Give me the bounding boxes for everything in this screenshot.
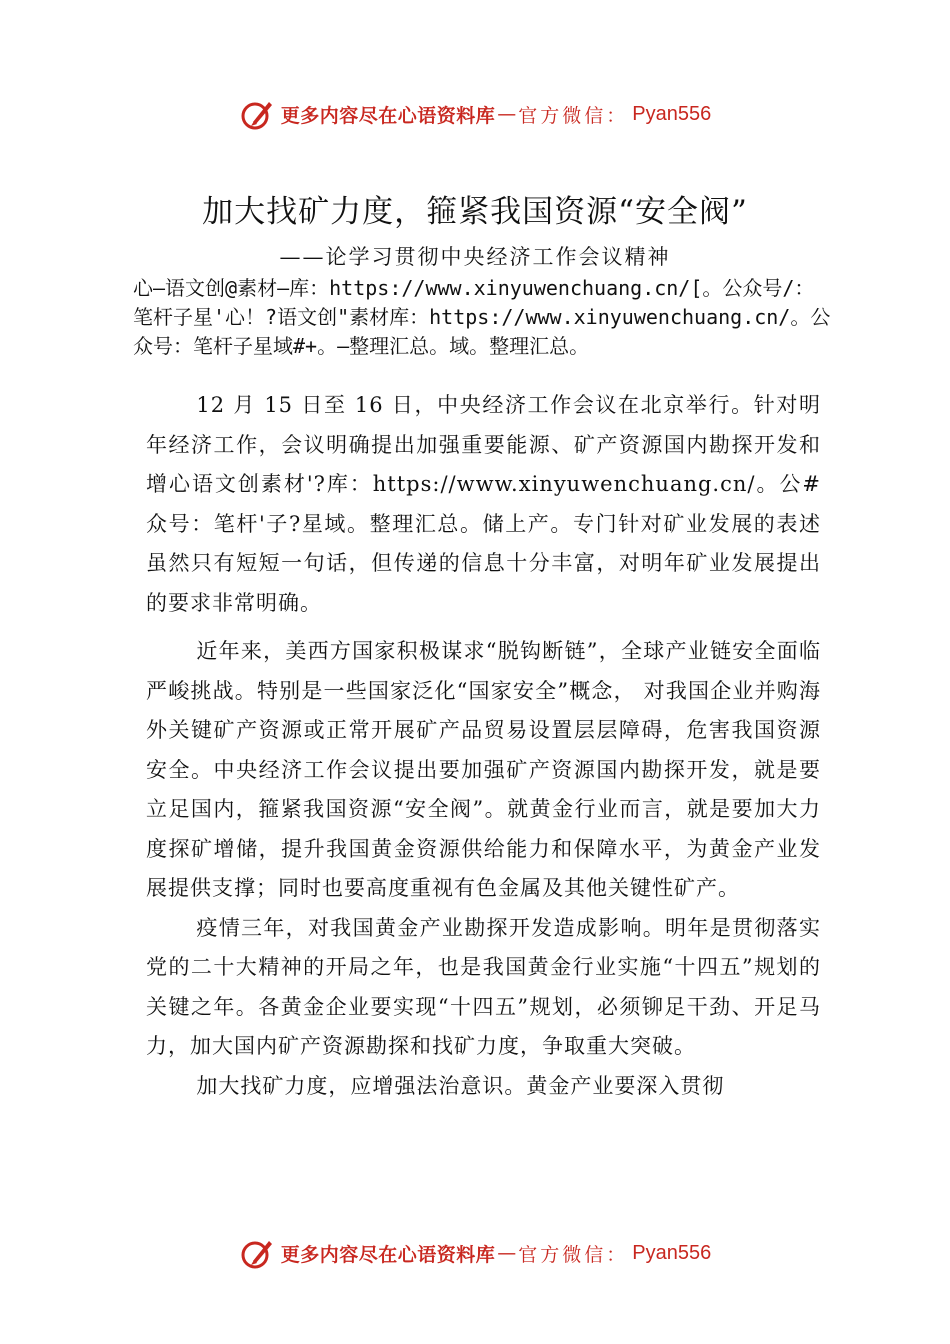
- article-subtitle: ——论学习贯彻中央经济工作会议精神: [279, 245, 671, 269]
- footer-watermark-banner: [0, 1233, 950, 1273]
- banner-wechat-id: Pyan556: [632, 1241, 712, 1264]
- article-title: 加大找矿力度，箍紧我国资源“安全阀”: [202, 194, 748, 230]
- quill-pen-logo-icon: [239, 1235, 275, 1271]
- quill-pen-logo-icon: [239, 96, 275, 132]
- banner-wechat-label: 官方微信：: [518, 1243, 629, 1266]
- article-paragraph: 加大找矿力度，应增强法治意识。黄金产业要深入贯彻: [196, 1073, 725, 1098]
- banner-wechat-label: 官方微信：: [518, 104, 629, 127]
- banner-slogan: 更多内容尽在心语资料库: [280, 104, 496, 127]
- banner-wechat-id: Pyan556: [632, 102, 712, 125]
- banner-separator: —: [497, 1242, 517, 1264]
- banner-slogan: 更多内容尽在心语资料库: [280, 1243, 496, 1266]
- article-paragraph: 12 月 15 日至 16 日，中央经济工作会议在北京举行。针对明年经济工作，会议明确提出加强重要能源、矿产资源国内勘探开发和增心语文创素材'?库：https://www.xinyuwenchuang.cn/。公#众号：笔杆'子?星域。整理汇总。储上产。专门针对矿业发展的表述虽然只有短短一句话，但传递的信息十分丰富，对明年矿业发展提出的要求非常明确。: [146, 393, 821, 615]
- header-watermark-banner: [0, 94, 950, 134]
- banner-separator: —: [497, 103, 517, 125]
- article-body: [146, 386, 821, 1106]
- article-paragraph: 疫情三年，对我国黄金产业勘探开发造成影响。明年是贯彻落实党的二十大精神的开局之年，也是我国黄金行业实施“十四五”规划的关键之年。各黄金企业要实现“十四五”规划，必须铆足干劲、开足马力，加大国内矿产资源勘探和找矿力度，争取重大突破。: [146, 915, 821, 1058]
- article-lead-text: 心—语文创@素材—库：https://www.xinyuwenchuang.cn/[。公众号/：笔杆子星'心！?语文创"素材库：https://www.xinyuwenchuang.cn/。公众号：笔杆子星域#+。—整理汇总。域。整理汇总。: [133, 276, 831, 358]
- article-paragraph: 近年来，美西方国家积极谋求“脱钩断链”，全球产业链安全面临严峻挑战。特别是一些国家泛化“国家安全”概念， 对我国企业并购海外关键矿产资源或正常开展矿产品贸易设置层层障碍，危害我国资源安全。中央经济工作会议提出要加强矿产资源国内勘探开发，就是要立足国内，箍紧我国资源“安全阀”。就黄金行业而言，就是要加大力度探矿增储，提升我国黄金资源供给能力和保障水平，为黄金产业发展提供支撑；同时也要高度重视有色金属及其他关键性矿产。: [146, 639, 821, 900]
